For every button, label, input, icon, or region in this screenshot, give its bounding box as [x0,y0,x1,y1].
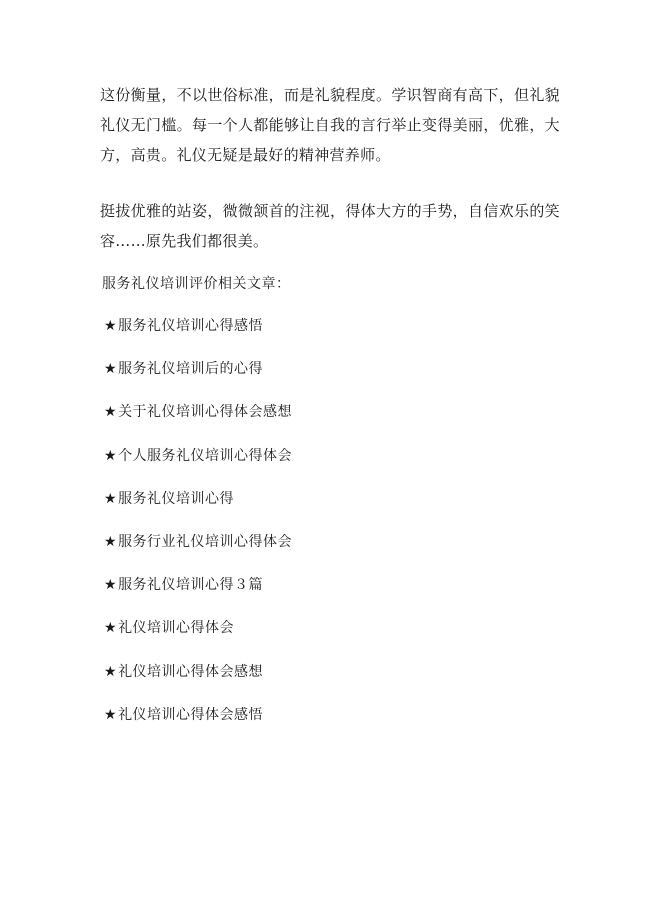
star-icon: ★ [104,447,118,464]
related-article-link-8[interactable]: 礼仪培训心得体会 [118,620,235,637]
related-article-item [104,444,292,487]
star-icon: ★ [104,404,118,421]
related-articles-heading: 服务礼仪培训评价相关文章： [102,276,291,292]
related-article-link-5[interactable]: 服务礼仪培训心得 [118,490,235,507]
related-article-item [104,573,292,616]
related-article-link-7[interactable]: 服务礼仪培训心得３篇 [118,577,264,594]
related-article-link-3[interactable]: 关于礼仪培训心得体会感想 [118,404,293,421]
star-icon: ★ [104,706,118,723]
related-article-link-6[interactable]: 服务行业礼仪培训心得体会 [118,533,293,550]
related-article-item [104,530,292,573]
body-paragraph-2: 挺拔优雅的站姿，微微颔首的注视，得体大方的手势，自信欢乐的笑容……原先我们都很美。 [100,202,560,250]
related-article-item [104,314,292,357]
related-article-link-10[interactable]: 礼仪培训心得体会感悟 [118,706,264,723]
related-article-link-4[interactable]: 个人服务礼仪培训心得体会 [118,447,293,464]
star-icon: ★ [104,577,118,594]
star-icon: ★ [104,533,118,550]
related-article-item [104,487,292,530]
star-icon: ★ [104,318,118,334]
related-article-item [104,660,292,703]
star-icon: ★ [104,620,118,637]
related-article-item [104,616,292,659]
star-icon: ★ [104,361,118,378]
star-icon: ★ [104,490,118,507]
related-article-link-1[interactable]: 服务礼仪培训心得感悟 [118,318,264,334]
related-article-link-9[interactable]: 礼仪培训心得体会感想 [118,663,264,680]
related-articles-list [104,314,292,746]
star-icon: ★ [104,663,118,680]
related-article-link-2[interactable]: 服务礼仪培训后的心得 [118,361,264,378]
related-article-item [104,400,292,443]
related-article-item [104,357,292,400]
related-article-item [104,703,292,746]
body-paragraph-1: 这份衡量，不以世俗标准，而是礼貌程度。学识智商有高下，但礼貌礼仪无门槛。每一个人都能够让自我的言行举止变得美丽，优雅，大方，高贵。礼仪无疑是最好的精神营养师。 [100,86,560,164]
